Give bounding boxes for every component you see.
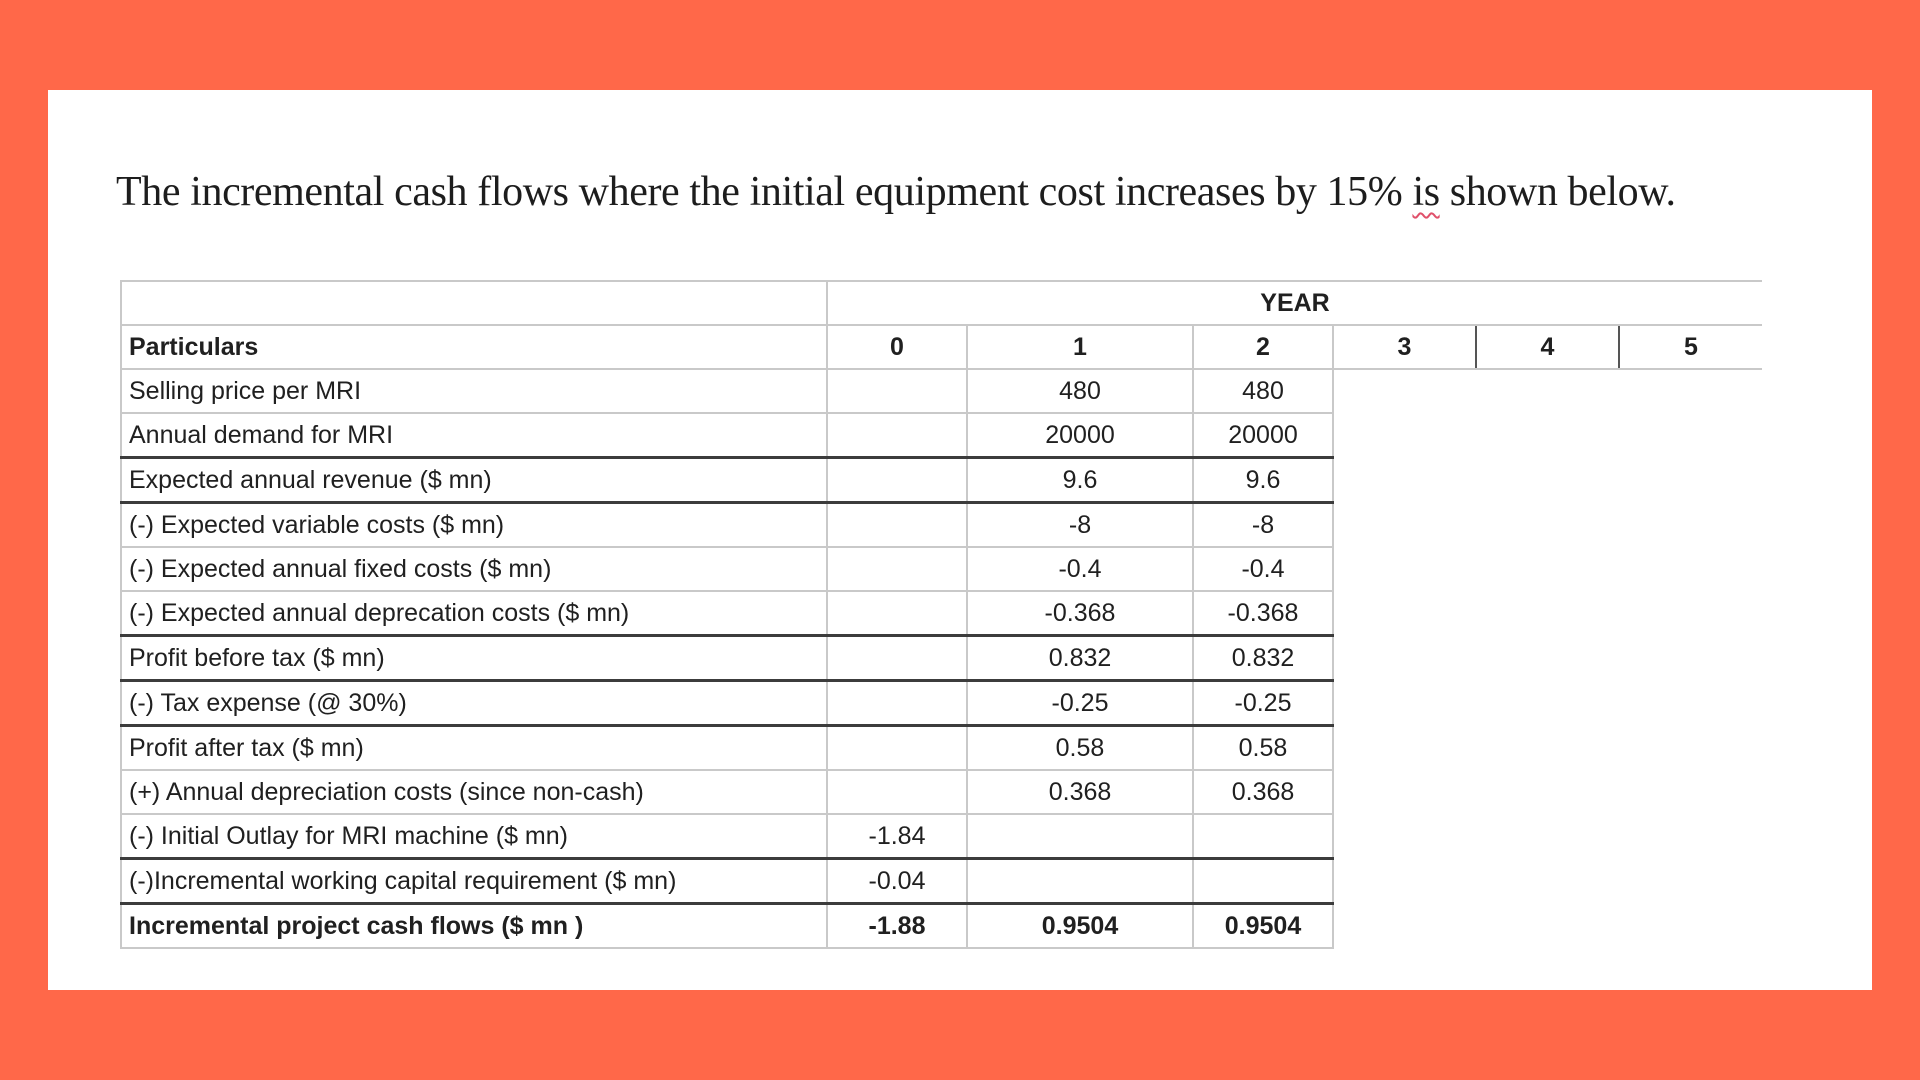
year-1-header: 1	[967, 325, 1193, 369]
year-2-value	[1193, 859, 1333, 904]
cash-flow-table	[120, 280, 1762, 949]
empty-years-area	[1333, 859, 1762, 904]
row-label: (+) Annual depreciation costs (since non-cash)	[121, 770, 827, 814]
year-2-total: 0.9504	[1193, 904, 1333, 949]
spellcheck-flagged-word[interactable]: is	[1412, 169, 1440, 215]
year-0-value	[827, 681, 967, 726]
empty-years-area	[1333, 547, 1762, 591]
year-2-value: -0.25	[1193, 681, 1333, 726]
year-2-value: -0.368	[1193, 591, 1333, 636]
year-2-value: 480	[1193, 369, 1333, 413]
blank-header-cell	[121, 281, 827, 325]
row-label: (-) Tax expense (@ 30%)	[121, 681, 827, 726]
year-2-value: 0.368	[1193, 770, 1333, 814]
year-1-value: 0.832	[967, 636, 1193, 681]
year-1-value: 0.368	[967, 770, 1193, 814]
empty-years-area	[1333, 904, 1762, 949]
total-label: Incremental project cash flows ($ mn )	[121, 904, 827, 949]
intro-text-start: The incremental cash flows where the initial equipment cost increases by 15%	[116, 169, 1413, 215]
year-0-value	[827, 770, 967, 814]
year-0-value: -1.84	[827, 814, 967, 859]
row-label: Expected annual revenue ($ mn)	[121, 458, 827, 503]
empty-years-area	[1333, 770, 1762, 814]
table-row	[121, 859, 1762, 904]
total-row	[121, 904, 1762, 949]
year-2-value: 20000	[1193, 413, 1333, 458]
year-0-value	[827, 636, 967, 681]
year-4-header: 4	[1476, 325, 1619, 369]
year-0-total: -1.88	[827, 904, 967, 949]
empty-years-area	[1333, 814, 1762, 859]
particulars-header: Particulars	[121, 325, 827, 369]
table-row	[121, 591, 1762, 636]
year-0-value	[827, 591, 967, 636]
year-2-value: -0.4	[1193, 547, 1333, 591]
cash-flow-table-container	[120, 280, 1762, 949]
year-1-value: 9.6	[967, 458, 1193, 503]
year-1-value: 20000	[967, 413, 1193, 458]
year-2-header: 2	[1193, 325, 1333, 369]
table-row	[121, 726, 1762, 771]
year-0-value	[827, 547, 967, 591]
intro-sentence	[116, 168, 1676, 216]
year-3-header: 3	[1333, 325, 1476, 369]
year-1-value: -8	[967, 503, 1193, 548]
year-0-header: 0	[827, 325, 967, 369]
year-header-row	[121, 281, 1762, 325]
intro-text-end: shown below.	[1439, 169, 1676, 215]
row-label: (-)Incremental working capital requirement ($ mn)	[121, 859, 827, 904]
year-1-value: 0.58	[967, 726, 1193, 771]
row-label: Annual demand for MRI	[121, 413, 827, 458]
row-label: Selling price per MRI	[121, 369, 827, 413]
year-2-value: 0.58	[1193, 726, 1333, 771]
year-0-value	[827, 726, 967, 771]
row-label: Profit before tax ($ mn)	[121, 636, 827, 681]
year-header: YEAR	[827, 281, 1762, 325]
empty-years-area	[1333, 591, 1762, 636]
empty-years-area	[1333, 726, 1762, 771]
empty-years-area	[1333, 369, 1762, 413]
table-row	[121, 369, 1762, 413]
year-1-value	[967, 859, 1193, 904]
year-1-value: -0.4	[967, 547, 1193, 591]
year-0-value	[827, 369, 967, 413]
empty-years-area	[1333, 681, 1762, 726]
table-row	[121, 458, 1762, 503]
row-label: (-) Expected annual deprecation costs ($ mn)	[121, 591, 827, 636]
table-row	[121, 770, 1762, 814]
table-row	[121, 413, 1762, 458]
year-1-value: -0.25	[967, 681, 1193, 726]
column-header-row	[121, 325, 1762, 369]
empty-years-area	[1333, 413, 1762, 458]
row-label: (-) Expected annual fixed costs ($ mn)	[121, 547, 827, 591]
year-2-value: -8	[1193, 503, 1333, 548]
year-1-total: 0.9504	[967, 904, 1193, 949]
year-2-value	[1193, 814, 1333, 859]
table-row	[121, 681, 1762, 726]
row-label: (-) Expected variable costs ($ mn)	[121, 503, 827, 548]
year-2-value: 9.6	[1193, 458, 1333, 503]
year-5-header: 5	[1619, 325, 1762, 369]
table-row	[121, 547, 1762, 591]
year-1-value: -0.368	[967, 591, 1193, 636]
document-card	[48, 90, 1872, 990]
year-0-value	[827, 413, 967, 458]
empty-years-area	[1333, 458, 1762, 503]
table-row	[121, 636, 1762, 681]
year-1-value	[967, 814, 1193, 859]
year-0-value	[827, 458, 967, 503]
year-0-value: -0.04	[827, 859, 967, 904]
empty-years-area	[1333, 503, 1762, 548]
year-1-value: 480	[967, 369, 1193, 413]
table-row	[121, 814, 1762, 859]
table-row	[121, 503, 1762, 548]
row-label: (-) Initial Outlay for MRI machine ($ mn)	[121, 814, 827, 859]
year-2-value: 0.832	[1193, 636, 1333, 681]
row-label: Profit after tax ($ mn)	[121, 726, 827, 771]
empty-years-area	[1333, 636, 1762, 681]
year-0-value	[827, 503, 967, 548]
